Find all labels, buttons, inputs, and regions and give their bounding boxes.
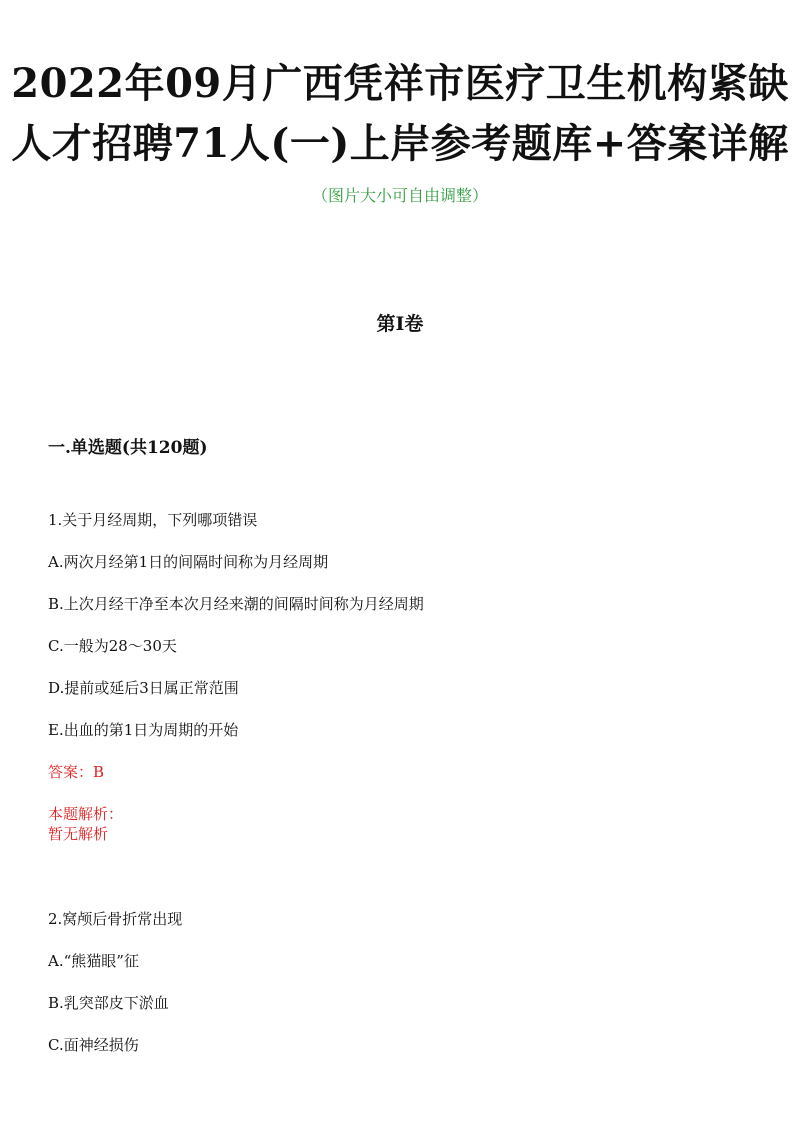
question-option: B.乳突部皮下淤血 bbox=[48, 994, 169, 1012]
question-option: D.提前或延后3日属正常范围 bbox=[48, 679, 239, 697]
volume-label: 第I卷 bbox=[376, 313, 424, 335]
document-subtitle: （图片大小可自由调整） bbox=[311, 186, 488, 205]
analysis-text: 暂无解析 bbox=[48, 825, 109, 843]
section-title: 一.单选题(共120题) bbox=[48, 438, 208, 458]
question-stem: 1.关于月经周期，下列哪项错误 bbox=[48, 511, 258, 529]
question-option: C.面神经损伤 bbox=[48, 1036, 139, 1054]
question-stem: 2.窝颅后骨折常出现 bbox=[48, 910, 183, 928]
question-option: A.两次月经第1日的间隔时间称为月经周期 bbox=[48, 553, 329, 571]
question-option: E.出血的第1日为周期的开始 bbox=[48, 721, 239, 739]
question-option: B.上次月经干净至本次月经来潮的间隔时间称为月经周期 bbox=[48, 595, 424, 613]
document-title-line-1: 2022年09月广西凭祥市医疗卫生机构紧缺 bbox=[11, 60, 789, 107]
question-option: C.一般为28～30天 bbox=[48, 637, 177, 655]
document-title-line-2: 人才招聘71人(一)上岸参考题库+答案详解 bbox=[11, 120, 789, 167]
question-option: A.“熊猫眼”征 bbox=[48, 952, 139, 970]
analysis-label: 本题解析： bbox=[48, 805, 124, 823]
answer-text: 答案：B bbox=[48, 763, 105, 781]
